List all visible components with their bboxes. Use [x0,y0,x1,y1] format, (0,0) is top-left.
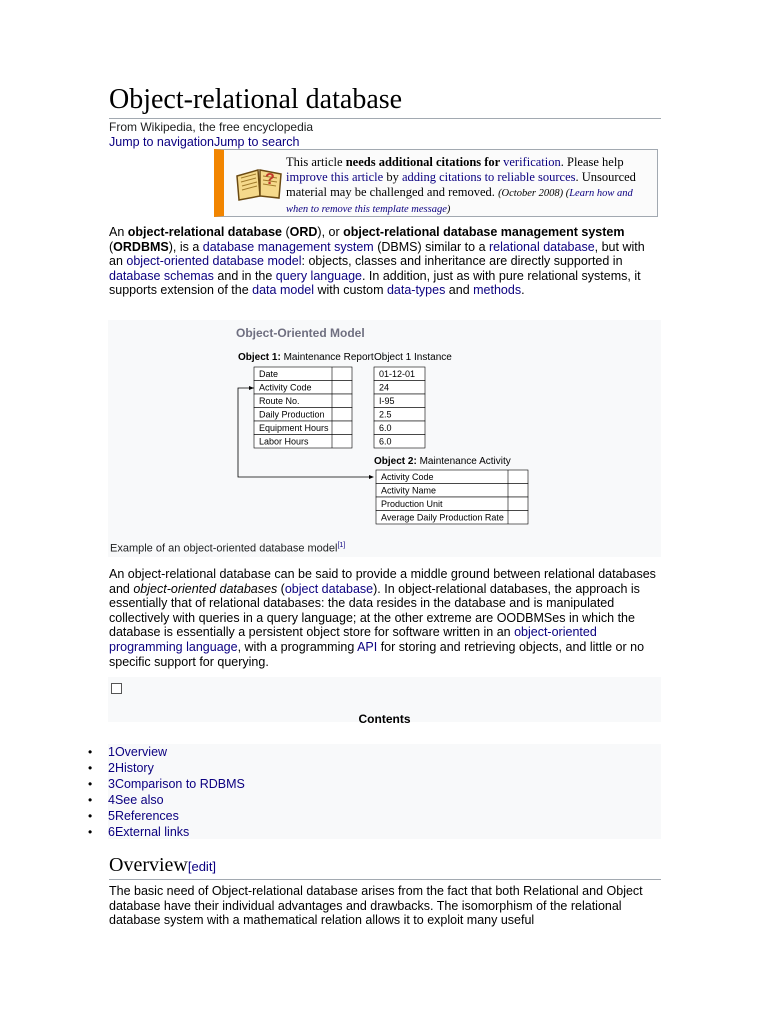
toc-num: 5 [108,809,115,823]
bold-term: ORD [289,225,318,239]
toc-item-see-also[interactable]: See also [114,793,164,807]
instance-cell: 6.0 [379,436,392,447]
bold-term: object-relational database management system [343,225,625,239]
italic-term: object-oriented databases [133,581,278,596]
bullet-icon: • [88,777,93,791]
text: : objects, classes and inheritance are directly supported in [301,254,623,269]
database-schemas-link[interactable]: database schemas [109,268,214,283]
toc-item[interactable] [88,744,661,760]
toc-item[interactable] [88,760,661,776]
instance-cell: 6.0 [379,423,392,433]
toc-item[interactable] [88,824,661,840]
jump-links [109,135,299,149]
obj2-table [376,470,528,524]
toc-list [88,744,661,839]
notice-text: ( [563,188,570,199]
notice-date: (October 2008) [498,188,564,199]
obj2-label: Object 2: [374,456,417,467]
tagline: From Wikipedia, the free encyclopedia [109,120,314,134]
adding-citations-link[interactable]: adding citations to reliable sources [401,170,576,184]
obj2-cell: Activity Name [381,485,437,496]
toc-item[interactable] [88,776,661,792]
notice-text: . Please help [560,155,624,169]
obj2-cell: Average Daily Production Rate [381,512,504,523]
obj1-cell: Labor Hours [259,436,309,447]
methods-link[interactable]: methods [473,283,522,298]
citation-ref-1[interactable]: [1] [337,542,346,549]
citation-notice-box [214,149,658,217]
toc-toggle-checkbox[interactable] [111,683,122,694]
text: ), or [317,225,344,239]
text: with custom [314,283,387,298]
obj2-cell: Activity Code [381,472,434,482]
object-database-link[interactable]: object database [284,581,374,596]
bullet-icon: • [88,809,93,823]
oo-model-diagram[interactable] [108,320,661,540]
obj1-table [254,367,352,448]
obj1-cell: Daily Production [259,409,325,420]
text: ), is a [168,239,203,254]
toc-item-references[interactable]: References [114,809,179,823]
instance-cell: 01-12-01 [379,369,416,379]
toc-item-history[interactable]: History [114,761,154,775]
text: and [445,283,474,298]
book-question-icon [234,162,284,202]
text: (DBMS) similar to a [373,239,490,254]
verification-link[interactable]: verification [503,155,561,169]
bold-term: object-relational database [127,225,282,239]
notice-text: ) [446,204,451,215]
obj2-name: Maintenance Activity [416,456,511,467]
svg-text:?: ? [265,171,275,188]
middle-ground-paragraph [109,567,661,669]
toc-item-external-links[interactable]: External links [114,825,190,839]
text: An [109,225,128,239]
bold-term: ORDBMS [113,239,169,254]
text: ( [277,581,285,596]
obj1-name: Maintenance Report [280,352,374,363]
api-link[interactable]: API [357,639,378,654]
toc-num: 2 [108,761,115,775]
notice-text: This article [286,155,346,169]
text: ( [281,225,290,239]
toc-num: 3 [108,777,115,791]
text: . In addition, just as with pure relational systems, it supports extension of the [109,268,641,298]
dbms-link[interactable]: database management system [202,239,374,254]
arrow-head-obj1 [249,386,254,390]
toc-title: Contents [358,712,411,726]
text: . [521,283,525,298]
text: ). In object-relational databases, the approach is essentially that of relational databases: the data resides in the database and is manipulated collectively with queries in a query language; at the other extreme are OODBMSes in which the database is essentially a persistent object store for software written in an [109,581,640,640]
toc-item[interactable] [88,792,661,808]
obj2-cell: Production Unit [381,499,443,509]
jump-to-search-link[interactable]: Jump to search [213,135,300,149]
edit-section-link[interactable]: [edit] [187,859,217,874]
oop-language-link[interactable]: object-oriented programming language [109,625,597,654]
relational-database-link[interactable]: relational database [489,239,595,254]
learn-remove-template-link[interactable]: Learn how and when to remove this template message [286,188,633,215]
overview-title: Overview [109,854,188,876]
text: for storing and retrieving objects, and little or no specific support for querying. [109,639,645,669]
notice-text: by [383,170,402,184]
instance-cell: 2.5 [379,409,392,420]
toc-num: 6 [108,825,115,839]
bullet-icon: • [88,793,93,807]
oo-database-model-link[interactable]: object-oriented database model [126,254,302,269]
notice-bold: needs additional citations for [345,155,504,169]
bullet-icon: • [88,825,93,839]
caption-text: Example of an object-oriented database model [110,542,338,555]
instance-table [374,367,425,448]
instance-heading: Object 1 Instance [374,352,452,363]
oo-model-figure [108,320,661,557]
figure-caption [110,542,345,555]
data-model-link[interactable]: data model [252,283,315,298]
page-title: Object-relational database [109,83,661,119]
arrow-head-obj2 [369,475,374,479]
query-language-link[interactable]: query language [275,268,362,283]
overview-heading [109,853,661,880]
obj1-cell: Date [259,369,279,379]
notice-text: . Unsourced material may be challenged and removed. [286,170,636,199]
text: , with a programming [237,639,358,654]
obj1-heading [238,352,374,363]
toc-num: 1 [108,745,115,759]
jump-to-navigation-link[interactable]: Jump to navigation [109,135,214,149]
toc-item[interactable] [88,808,661,824]
text: ( [109,239,114,254]
data-types-link[interactable]: data-types [386,283,446,298]
instance-cell: 24 [379,382,390,393]
bullet-icon: • [88,761,93,775]
obj1-label: Object 1: [238,352,281,363]
text: and in the [213,268,276,283]
obj1-cell: Route No. [259,396,300,406]
toc-num: 4 [108,793,115,807]
text: , but with an [109,239,645,269]
toc-header [108,677,661,726]
text: An object-relational database can be said to provide a middle ground between relational databases and [109,567,656,596]
toc-item-overview[interactable]: Overview [114,745,168,759]
diagram-heading: Object-Oriented Model [236,326,365,340]
intro-paragraph [109,225,661,298]
bullet-icon: • [88,745,93,759]
overview-paragraph: The basic need of Object-relational database arises from the fact that both Relational and Object database have their individual advantages and drawbacks. The isomorphism of the relational database system with a mathematical relation allows it to exploit many useful [109,884,643,928]
instance-cell: I-95 [379,396,395,406]
obj2-heading [374,456,511,467]
improve-article-link[interactable]: improve this article [286,170,384,184]
obj1-cell: Equipment Hours [259,423,329,433]
citation-notice-text [286,155,656,217]
toc-item-comparison[interactable]: Comparison to RDBMS [114,777,245,791]
obj1-cell: Activity Code [259,382,312,393]
